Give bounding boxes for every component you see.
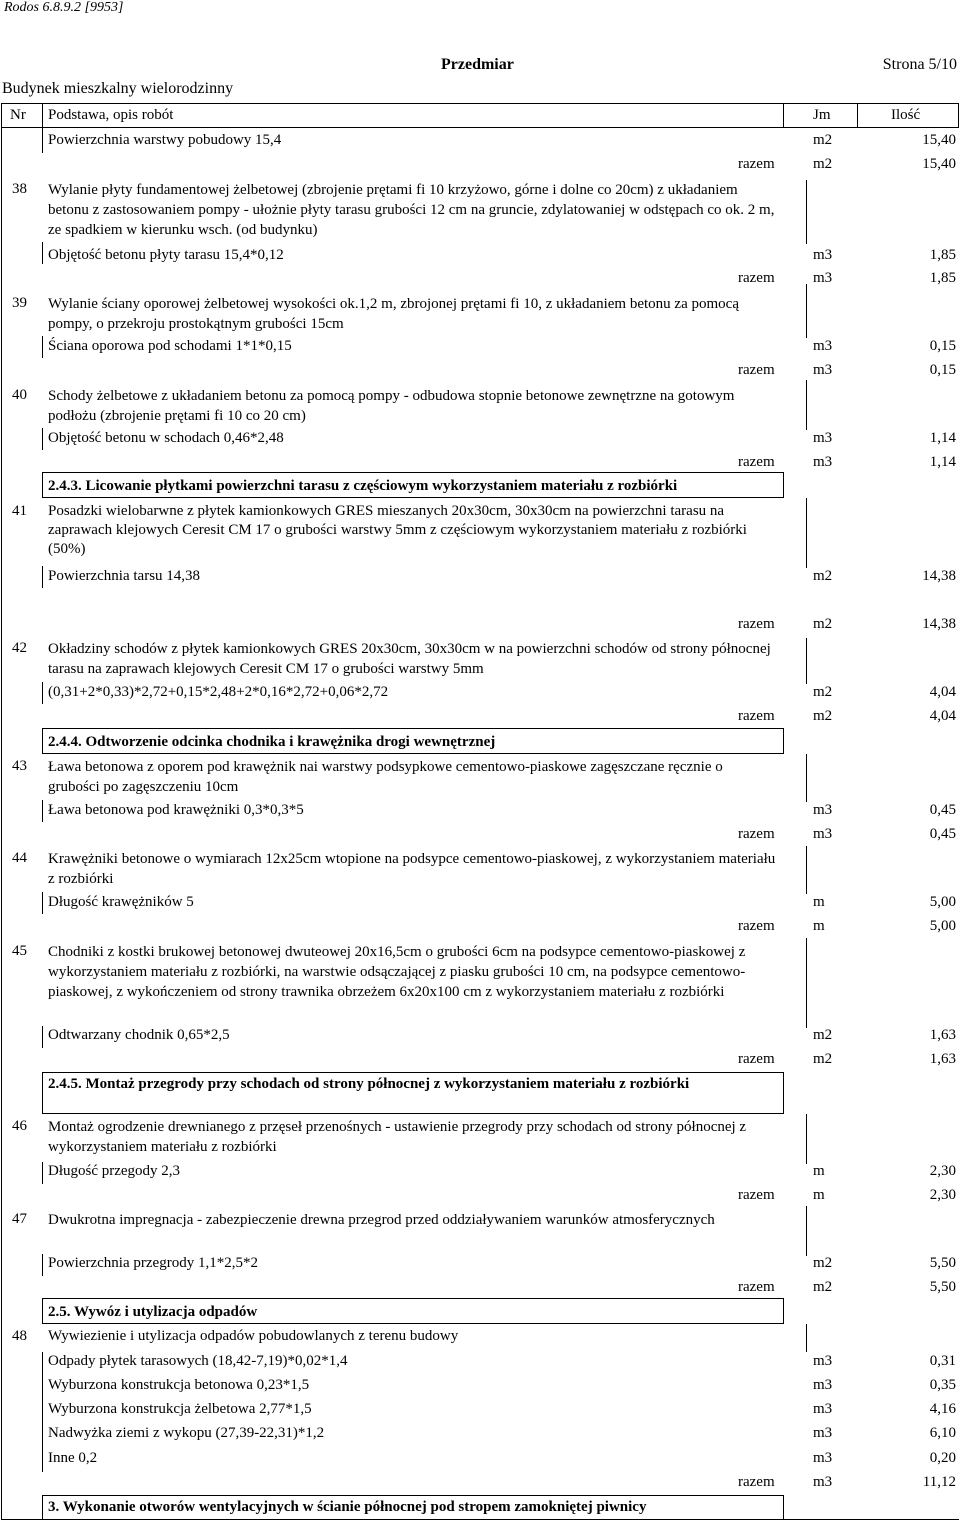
unit-cell: m: [813, 894, 825, 910]
item-number: 47: [12, 1211, 27, 1227]
unit-cell: m2: [813, 156, 833, 172]
column-header-unit: Jm: [813, 107, 831, 123]
measurement-line: Nadwyżka ziemi z wykopu (27,39-22,31)*1,2: [48, 1425, 325, 1441]
quantity-cell: 1,63: [929, 1051, 956, 1067]
total-label: razem: [738, 708, 775, 724]
unit-cell: m2: [813, 1051, 833, 1067]
unit-cell: m3: [813, 802, 833, 818]
item-description: Chodniki z kostki brukowej betonowej dwuteowej 20x16,5cm o grubości 6cm na podsypce cementowo-piaskowej z wykorzystaniem materiału z rozbiórki, na warstwie odsączającej z piasku grubości 10 cm, na podsypce cementowo-piaskowej, z wykończeniem od strony trawnika obrzeżem 6x20x100 cm z wykorzystaniem materiału z rozbiórki: [48, 944, 746, 1000]
measurement-line: Wyburzona konstrukcja betonowa 0,23*1,5: [48, 1377, 310, 1393]
document-title: Przedmiar: [441, 56, 514, 73]
quantity-cell: 1,14: [929, 454, 956, 470]
quantity-cell: 15,40: [922, 132, 956, 148]
quantity-cell: 1,63: [929, 1027, 956, 1043]
measurement-line: Odpady płytek tarasowych (18,42-7,19)*0,02*1,4: [48, 1353, 348, 1369]
quantity-cell: 2,30: [929, 1163, 956, 1179]
measurement-line: Powierzchnia tarsu 14,38: [48, 568, 201, 584]
unit-cell: m3: [813, 362, 833, 378]
item-number: 40: [12, 387, 27, 403]
quantity-cell: 5,50: [929, 1279, 956, 1295]
measurement-line: Objętość betonu płyty tarasu 15,4*0,12: [48, 247, 284, 263]
quantity-cell: 5,50: [929, 1255, 956, 1271]
item-description: Wylanie płyty fundamentowej żelbetowej (zbrojenie prętami fi 10 krzyżowo, górne i dolne co 20cm) z układaniem betonu z zastosowaniem pompy - ułożnie płyty tarasu grubości 12 cm na gruncie, zdylatowaniej w odstępach co ok. 2 m, ze spadkiem w kierunku wsch. (od budynku): [48, 182, 775, 238]
item-description: Montaż ogrodzenie drewnianego z przęseł przenośnych - ustawienie przegrody przy schodach od strony północnej z wykorzystaniem materiału z rozbiórki: [48, 1119, 747, 1155]
total-label: razem: [738, 270, 775, 286]
unit-cell: m3: [813, 247, 833, 263]
item-description: Wywiezienie i utylizacja odpadów pobudowlanych z terenu budowy: [48, 1328, 459, 1344]
quantity-cell: 15,40: [922, 156, 956, 172]
measurement-line: Powierzchnia warstwy pobudowy 15,4: [48, 132, 282, 148]
unit-cell: m2: [813, 708, 833, 724]
section-heading: 3. Wykonanie otworów wentylacyjnych w ścianie północnej pod stropem zamokniętej piwnicy: [48, 1499, 647, 1515]
quantity-cell: 1,85: [929, 247, 956, 263]
item-description: Dwukrotna impregnacja - zabezpieczenie drewna przegrod przed oddziaływaniem warunków atmosferycznych: [48, 1212, 715, 1228]
unit-cell: m2: [813, 132, 833, 148]
page-number: Strona 5/10: [882, 56, 957, 73]
measurement-line: Długość krawężników 5: [48, 894, 194, 910]
unit-cell: m: [813, 918, 825, 934]
unit-cell: m3: [813, 1401, 833, 1417]
column-header-quantity: Ilość: [891, 107, 921, 123]
total-label: razem: [738, 616, 775, 632]
section-heading: 2.4.4. Odtworzenie odcinka chodnika i krawężnika drogi wewnętrznej: [48, 734, 496, 750]
unit-cell: m3: [813, 338, 833, 354]
unit-cell: m3: [813, 1450, 833, 1466]
total-label: razem: [738, 1051, 775, 1067]
software-version: Rodos 6.8.9.2 [9953]: [4, 0, 124, 15]
quantity-cell: 4,16: [929, 1401, 956, 1417]
measurement-line: Długość przegody 2,3: [48, 1163, 181, 1179]
measurement-line: Wyburzona konstrukcja żelbetowa 2,77*1,5: [48, 1401, 312, 1417]
measurement-line: Objętość betonu w schodach 0,46*2,48: [48, 430, 284, 446]
measurement-line: Inne 0,2: [48, 1450, 98, 1466]
total-label: razem: [738, 454, 775, 470]
unit-cell: m: [813, 1163, 825, 1179]
measurement-line: Ściana oporowa pod schodami 1*1*0,15: [48, 338, 292, 354]
unit-cell: m3: [813, 1353, 833, 1369]
quantity-cell: 4,04: [929, 684, 956, 700]
item-number: 44: [12, 850, 27, 866]
unit-cell: m3: [813, 270, 833, 286]
quantity-cell: 0,35: [929, 1377, 956, 1393]
quantity-cell: 0,31: [929, 1353, 956, 1369]
item-number: 41: [12, 503, 27, 519]
quantity-cell: 1,85: [929, 270, 956, 286]
quantity-cell: 0,15: [929, 338, 956, 354]
measurement-line: Ława betonowa pod krawężniki 0,3*0,3*5: [48, 802, 304, 818]
item-description: Wylanie ściany oporowej żelbetowej wysokości ok.1,2 m, zbrojonej prętami fi 10, z układaniem betonu za pomocą pompy, o przekroju prostokątnym grubości 15cm: [48, 296, 739, 332]
quantity-cell: 5,00: [929, 918, 956, 934]
unit-cell: m2: [813, 616, 833, 632]
quantity-cell: 0,20: [929, 1450, 956, 1466]
unit-cell: m3: [813, 454, 833, 470]
quantity-cell: 11,12: [922, 1474, 956, 1490]
total-label: razem: [738, 1187, 775, 1203]
unit-cell: m3: [813, 1377, 833, 1393]
quantity-cell: 2,30: [929, 1187, 956, 1203]
unit-cell: m3: [813, 430, 833, 446]
measurement-line: (0,31+2*0,33)*2,72+0,15*2,48+2*0,16*2,72+0,06*2,72: [48, 684, 389, 700]
section-heading: 2.4.3. Licowanie płytkami powierzchni tarasu z częściowym wykorzystaniem materiału z rozbiórki: [48, 478, 678, 494]
section-heading: 2.5. Wywóz i utylizacja odpadów: [48, 1304, 258, 1320]
item-description: Posadzki wielobarwne z płytek kamionkowych GRES mieszanych 20x30cm, 30x30cm na powierzchni tarasu na zaprawach klejowych Ceresit CM 17 o grubości warstwy 5mm z częściowym wykorzystaniem materiału z rozbiórki (50%): [48, 503, 747, 557]
total-label: razem: [738, 918, 775, 934]
total-label: razem: [738, 1279, 775, 1295]
item-description: Schody żelbetowe z układaniem betonu za pomocą pompy - odbudowa stopnie betonowe zewnętrzne na gotowym podłożu (zbrojenie prętami fi 10 co 20 cm): [48, 388, 735, 424]
unit-cell: m2: [813, 568, 833, 584]
item-description: Krawężniki betonowe o wymiarach 12x25cm wtopione na podsypce cementowo-piaskowej, z wykorzystaniem materiału z rozbiórki: [48, 851, 776, 887]
unit-cell: m2: [813, 1279, 833, 1295]
quantity-cell: 1,14: [929, 430, 956, 446]
quantity-cell: 14,38: [922, 616, 956, 632]
measurement-line: Odtwarzany chodnik 0,65*2,5: [48, 1027, 230, 1043]
quantity-cell: 0,15: [929, 362, 956, 378]
quantity-cell: 14,38: [922, 568, 956, 584]
column-header-description: Podstawa, opis robót: [48, 107, 174, 123]
unit-cell: m3: [813, 1425, 833, 1441]
measurement-line: Powierzchnia przegrody 1,1*2,5*2: [48, 1255, 258, 1271]
section-heading: 2.4.5. Montaż przegrody przy schodach od strony północnej z wykorzystaniem materiału z rozbiórki: [48, 1076, 690, 1092]
quantity-cell: 6,10: [929, 1425, 956, 1441]
unit-cell: m3: [813, 826, 833, 842]
quantity-cell: 5,00: [929, 894, 956, 910]
quantity-cell: 4,04: [929, 708, 956, 724]
unit-cell: m2: [813, 684, 833, 700]
total-label: razem: [738, 826, 775, 842]
item-number: 42: [12, 640, 27, 656]
quantity-cell: 0,45: [929, 802, 956, 818]
total-label: razem: [738, 156, 775, 172]
item-number: 48: [12, 1328, 27, 1344]
unit-cell: m: [813, 1187, 825, 1203]
column-header-nr: Nr: [10, 107, 26, 123]
unit-cell: m2: [813, 1255, 833, 1271]
building-name: Budynek mieszkalny wielorodzinny: [2, 80, 234, 97]
quantity-cell: 0,45: [929, 826, 956, 842]
item-number: 46: [12, 1118, 27, 1134]
item-number: 39: [12, 295, 27, 311]
total-label: razem: [738, 362, 775, 378]
item-number: 43: [12, 758, 27, 774]
unit-cell: m3: [813, 1474, 833, 1490]
item-number: 45: [12, 943, 27, 959]
item-description: Ława betonowa z oporem pod krawężnik nai warstwy podsypkowe cementowo-piaskowe zagęszczane ręcznie o grubości po zagęszczeniu 10cm: [48, 759, 723, 795]
item-number: 38: [12, 181, 27, 197]
unit-cell: m2: [813, 1027, 833, 1043]
total-label: razem: [738, 1474, 775, 1490]
item-description: Okładziny schodów z płytek kamionkowych GRES 20x30cm, 30x30cm w na powierzchni schodów od strony północnej tarasu na zaprawach klejowych Ceresit CM 17 o grubości warstwy 5mm: [48, 641, 771, 677]
